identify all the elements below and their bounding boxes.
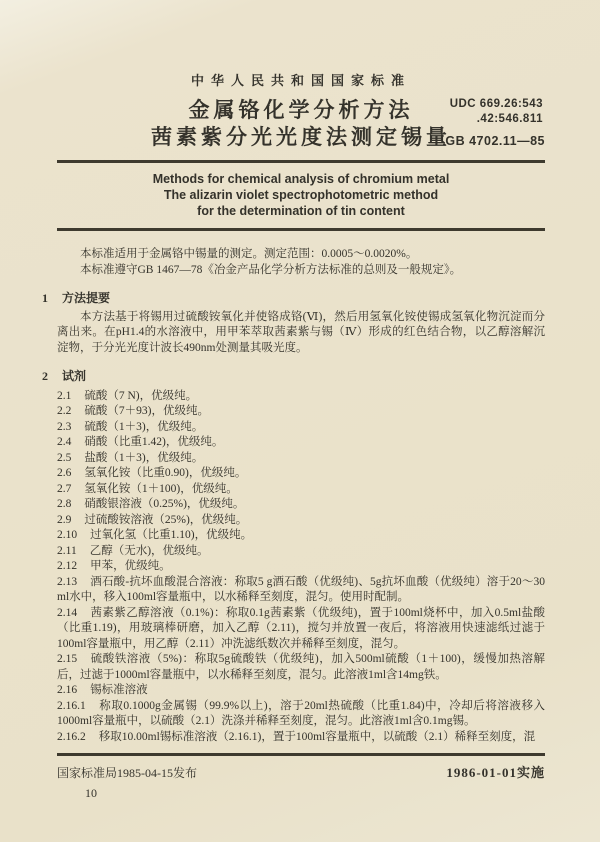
clause-number: 2.11 [57,544,77,557]
english-title-divider-rule [57,228,545,231]
reagent-item [57,513,545,529]
reagent-item [57,389,545,405]
clause-text: 茜素紫乙醇溶液（0.1%)：称取0.1g茜素紫（优级纯)，置于100ml烧杯中，加入0.5ml盐酸（比重1.19)，用玻璃棒研磨，加入乙醇（2.11)，搅匀并放置一夜后，将溶液用快速滤纸过滤于100ml容量瓶中，用乙醇（2.11）冲洗滤纸数次并稀释至刻度，混匀。 [57,606,545,650]
page-content [42,0,545,745]
page-number: 10 [85,786,97,800]
clause-number: 2.12 [57,560,78,572]
section-2-title: 试剂 [62,369,87,383]
page-title: 金属铬化学分析方法 [188,98,414,122]
reagent-item [57,699,545,730]
clause-number: 2.6 [57,467,72,479]
section-1-heading [42,291,545,307]
udc-number [450,97,543,127]
clause-text: 乙醇（无水)，优级纯。 [89,544,209,557]
clause-number: 2.16 [57,684,78,696]
clause-number: 2.10 [57,529,78,541]
national-standard-label: 中华人民共和国国家标准 [190,73,411,88]
udc-line-2: .42:546.811 [476,113,543,125]
clause-text: 硫酸铁溶液（5%)：称取5g硫酸铁（优级纯)，加入500ml硫酸（1＋100)，缓慢加热溶解后，过滤于1000ml容量瓶中，以水稀释至刻度，混匀。此溶液1ml含14mg铁。 [57,653,545,681]
section-2-heading [42,369,545,385]
footer-divider-rule [57,753,545,756]
reagent-item [57,730,545,746]
clause-text: 过硫酸铵溶液（25%)，优级纯。 [84,513,248,526]
reagent-item [57,683,545,699]
issuing-authority-and-date: 国家标准局1985-04-15发布 [57,766,197,780]
reagent-item [57,652,545,683]
clause-number: 2.13 [57,575,78,588]
reagent-item [57,482,545,498]
reagent-item [57,575,545,606]
reagent-item [57,466,545,482]
footer-row [57,762,545,781]
clause-number: 2.8 [57,498,72,510]
section-1-number: 1 [42,291,48,305]
reagent-item [57,420,545,436]
implementation-date: 1986-01-01实施 [446,765,545,780]
scope-intro [57,247,545,278]
compliance-paragraph: 本标准遵守GB 1467—78《冶金产品化学分析方法标准的总则及一般规定》。 [80,263,462,276]
clause-number: 2.4 [57,436,72,448]
clause-text: 称取0.1000g金属锡（99.9%以上)，溶于20ml热硫酸（比重1.84)中，冷却后将溶液移入1000ml容量瓶中，以硫酸（2.1）洗涤并稀释至刻度，混匀。此溶液1ml含0.1mg锡。 [57,699,545,727]
english-title [57,171,545,219]
reagent-list [57,389,545,746]
clause-number: 2.15 [57,653,78,665]
reagent-item [57,528,545,544]
clause-text: 盐酸（1＋3)，优级纯。 [84,451,204,464]
clause-number: 2.7 [57,482,72,495]
method-summary-paragraph: 本方法基于将锡用过硫酸铵氧化并使铬成铬(Ⅵ)，然后用氢氧化铵使锡成氢氧化物沉淀而分离出来。在pH1.4的水溶液中，用甲苯萃取茜素紫与锡（Ⅳ）形成的红色结合物，以乙醇溶解沉淀物，于分光光度计波长490nm处测量其吸光度。 [57,310,545,354]
clause-text: 硫酸（1＋3)，优级纯。 [84,420,204,433]
english-title-line-3: for the determination of tin content [197,204,405,218]
reagent-item [57,606,545,653]
title-area [57,97,545,151]
reagent-item [57,435,545,451]
clause-text: 过氧化氢（比重1.10)，优级纯。 [90,529,253,541]
clause-text: 氢氧化铵（1＋100)，优级纯。 [84,482,238,495]
clause-text: 硫酸（7 N)，优级纯。 [84,389,198,402]
english-title-line-1: Methods for chemical analysis of chromium metal [152,172,450,186]
reagent-item [57,497,545,513]
clause-text: 硝酸银溶液（0.25%)，优级纯。 [84,498,245,510]
clause-text: 甲苯，优级纯。 [90,560,171,572]
header-divider-rule [57,160,545,163]
clause-number: 2.9 [57,513,72,526]
reagent-item [57,559,545,575]
section-2-number: 2 [42,369,48,383]
clause-number: 2.3 [57,420,72,433]
reagent-item [57,404,545,420]
clause-number: 2.1 [57,389,72,402]
clause-text: 移取10.00ml锡标准溶液（2.16.1)，置于100ml容量瓶中，以硫酸（2.1）稀释至刻度，混 [98,730,536,743]
clause-text: 硫酸（7＋93)，优级纯。 [84,405,209,417]
clause-text: 酒石酸-抗坏血酸混合溶液：称取5 g酒石酸（优级纯)、5g抗坏血酸（优级纯）溶于20～30 ml水中，移入100ml容量瓶中，以水稀释至刻度，混匀。使用时配制。 [57,575,545,603]
clause-number: 2.16.1 [57,699,86,712]
clause-number: 2.16.2 [57,730,86,743]
page-footer [57,753,545,800]
section-1-title: 方法提要 [62,291,111,305]
clause-text: 锡标准溶液 [90,684,148,696]
reagent-item [57,451,545,467]
english-title-line-2: The alizarin violet spectrophotometric method [163,188,439,202]
clause-number: 2.2 [57,405,72,417]
scope-paragraph: 本标准适用于金属铬中锡量的测定。测定范围：0.0005～0.0020%。 [80,248,418,260]
clause-number: 2.5 [57,451,72,464]
udc-line-1: UDC 669.26:543 [449,98,543,110]
clause-text: 硝酸（比重1.42)，优级纯。 [84,436,224,448]
page-subtitle: 茜素紫分光光度法测定锡量 [151,125,451,149]
document-body [42,247,545,745]
gb-standard-number: GB 4702.11—85 [445,134,545,148]
clause-number: 2.14 [57,606,78,619]
clause-text: 氢氧化铵（比重0.90)，优级纯。 [84,467,247,479]
reagent-item [57,544,545,560]
